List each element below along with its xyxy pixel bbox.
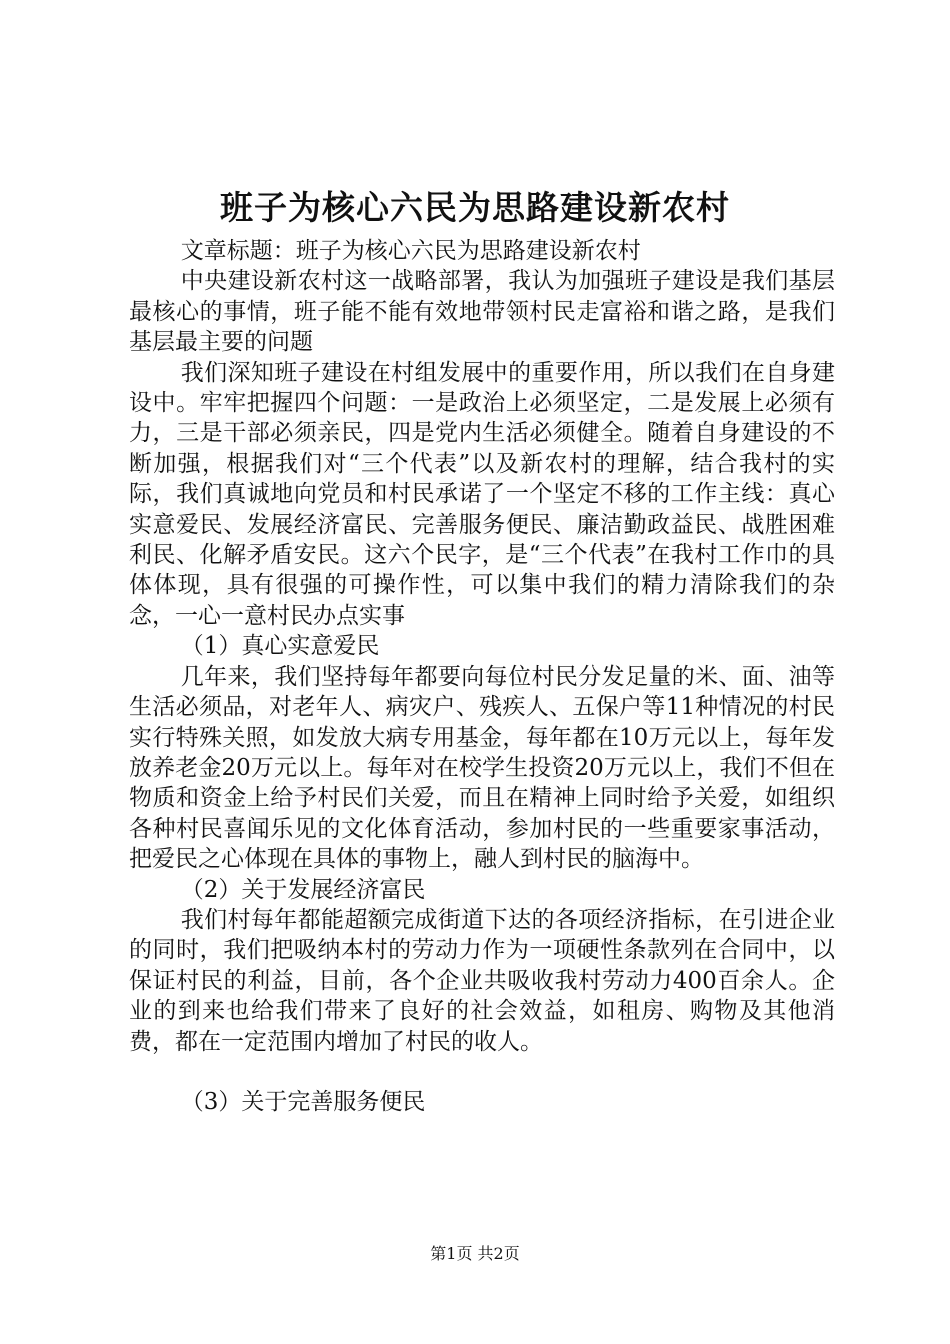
section-heading-3: （3）关于完善服务便民 (180, 1088, 426, 1115)
paragraph-section-2: 我们村每年都能超额完成街道下达的各项经济指标，在引进企业的同时，我们把吸纳本村的劳动力作为一项硬性条款列在合同中，以保证村民的利益，目前，各个企业共吸收我村劳动力400百余人。企业的到来也给我们带来了良好的社会效益，如租房、购物及其他消费，都在一定范围内增加了村民的收人。 (129, 906, 835, 1055)
document-body (129, 236, 835, 1117)
section-heading-1: （1）真心实意爱民 (180, 633, 380, 660)
paragraph-section-1: 几年来，我们坚持每年都要向每位村民分发足量的米、面、油等生活必须品，对老年人、病灾户、残疾人、五保户等11种情况的村民实行特殊关照，如发放大病专用基金，每年都在10万元以上，每年发放养老金20万元以上。每年对在校学生投资20万元以上，我们不但在物质和资金上给予村民们关爱，而且在精神上同时给予关爱，如组织各种村民喜闻乐见的文化体育活动，参加村民的一些重要家事活动，把爱民之心体现在具体的事物上，融人到村民的脑海中。 (129, 663, 835, 873)
article-title-line: 文章标题：班子为核心六民为思路建设新农村 (180, 238, 641, 264)
paragraph-team-building: 我们深知班子建设在村组发展中的重要作用，所以我们在自身建设中。牢牢把握四个问题：一是政治上必须坚定，二是发展上必须有力，三是干部必须亲民，四是党内生活必须健全。随着自身建设的不断加强，根据我们对“三个代表”以及新农村的理解，结合我村的实际，我们真诚地向党员和村民承诺了一个坚定不移的工作主线：真心实意爱民、发展经济富民、完善服务便民、廉洁勤政益民、战胜困难利民、化解矛盾安民。这六个民字，是“三个代表”在我村工作巾的具体体现，具有很强的可操作性，可以集中我们的精力清除我们的杂念，一心一意村民办点实事 (129, 359, 835, 629)
section-heading-2: （2）关于发展经济富民 (180, 876, 426, 903)
document-title: 班子为核心六民为思路建设新农村 (220, 188, 730, 227)
paragraph-spacer (129, 1057, 835, 1087)
page-footer: 第1页 共2页 (430, 1244, 520, 1263)
paragraph-intro: 中央建设新农村这一战略部署，我认为加强班子建设是我们基层最核心的事情，班子能不能有效地带领村民走富裕和谐之路，是我们基层最主要的问题 (129, 268, 835, 356)
